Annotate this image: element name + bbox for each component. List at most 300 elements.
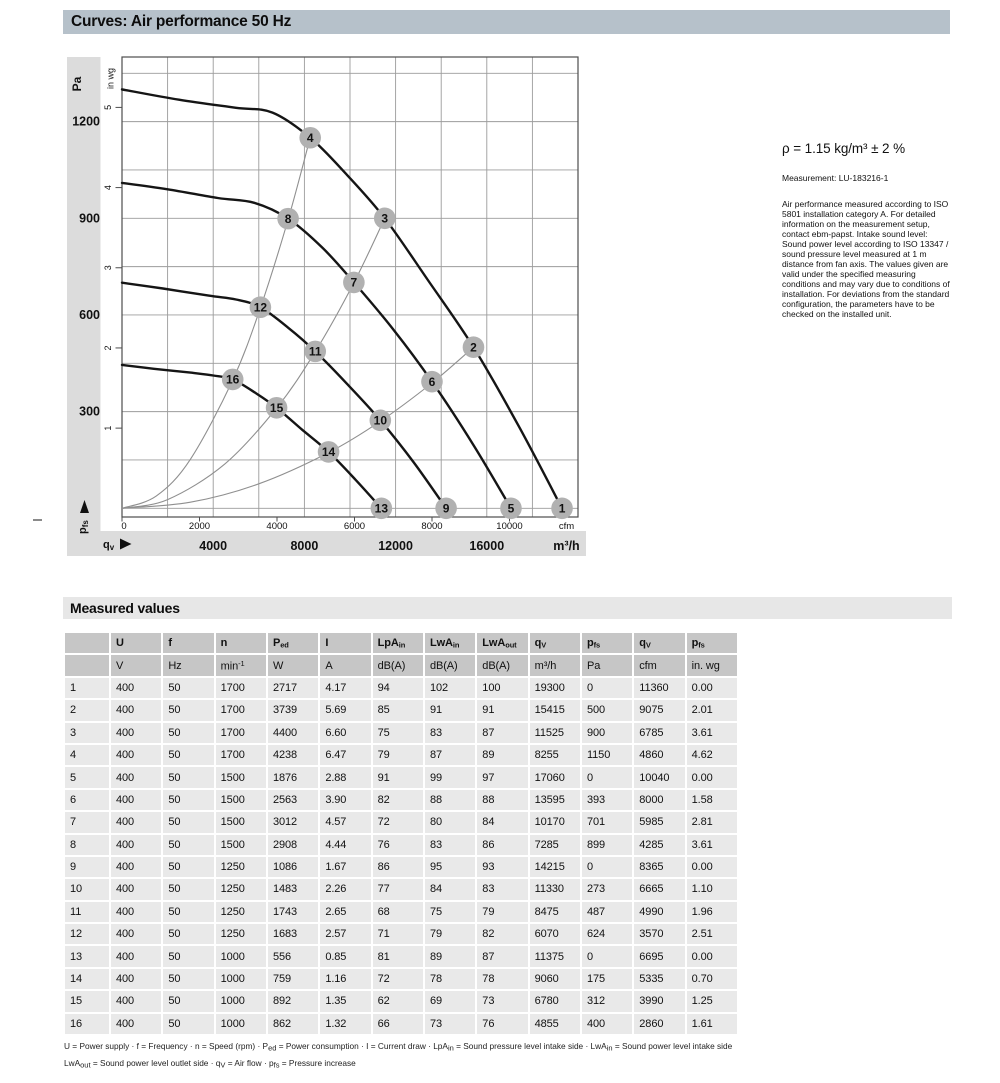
column-unit: A bbox=[320, 655, 370, 675]
x-axis-tick-m3h: 8000 bbox=[290, 539, 319, 553]
table-cell: 400 bbox=[111, 790, 161, 810]
table-cell: 1.10 bbox=[687, 879, 737, 899]
table-cell: 8000 bbox=[634, 790, 684, 810]
column-unit: m³/h bbox=[530, 655, 580, 675]
column-header: Ped bbox=[268, 633, 318, 653]
table-cell: 88 bbox=[425, 790, 475, 810]
table-cell: 1.61 bbox=[687, 1014, 737, 1034]
y-axis-tick-pa: 1200 bbox=[72, 114, 100, 129]
table-cell: 0 bbox=[582, 678, 632, 698]
table-cell: 6665 bbox=[634, 879, 684, 899]
table-cell: 1.67 bbox=[320, 857, 370, 877]
operating-point-number: 1 bbox=[558, 501, 566, 516]
x-axis-unit-m3h: m³/h bbox=[553, 539, 580, 553]
table-cell: 10170 bbox=[530, 812, 580, 832]
table-cell: 102 bbox=[425, 678, 475, 698]
table-cell: 0.00 bbox=[687, 767, 737, 787]
table-cell: 1.32 bbox=[320, 1014, 370, 1034]
table-cell: 78 bbox=[425, 969, 475, 989]
table-cell: 4855 bbox=[530, 1014, 580, 1034]
table-row bbox=[65, 700, 737, 720]
table-row bbox=[65, 678, 737, 698]
table-cell: 1500 bbox=[216, 790, 266, 810]
curves-title-bar bbox=[63, 10, 950, 34]
table-row bbox=[65, 902, 737, 922]
table-row bbox=[65, 835, 737, 855]
table-cell: 400 bbox=[111, 879, 161, 899]
column-header: LpAin bbox=[373, 633, 423, 653]
table-cell: 1150 bbox=[582, 745, 632, 765]
table-cell: 400 bbox=[111, 1014, 161, 1034]
table-cell: 1250 bbox=[216, 924, 266, 944]
table-cell: 1743 bbox=[268, 902, 318, 922]
operating-point-number: 6 bbox=[428, 374, 436, 389]
table-cell: 1483 bbox=[268, 879, 318, 899]
table-cell: 1500 bbox=[216, 812, 266, 832]
table-cell: 3.90 bbox=[320, 790, 370, 810]
table-cell: 400 bbox=[111, 723, 161, 743]
y-axis-tick-inwg: 2 bbox=[103, 345, 113, 351]
table-cell: 79 bbox=[477, 902, 527, 922]
table-cell: 17060 bbox=[530, 767, 580, 787]
table-cell: 1250 bbox=[216, 902, 266, 922]
table-cell: 16 bbox=[65, 1014, 109, 1034]
table-cell: 50 bbox=[163, 745, 213, 765]
table-cell: 3.61 bbox=[687, 835, 737, 855]
table-row bbox=[65, 745, 737, 765]
table-cell: 862 bbox=[268, 1014, 318, 1034]
table-cell: 5985 bbox=[634, 812, 684, 832]
table-cell: 91 bbox=[373, 767, 423, 787]
table-cell: 50 bbox=[163, 723, 213, 743]
table-cell: 273 bbox=[582, 879, 632, 899]
side-note bbox=[782, 141, 954, 319]
table-cell: 80 bbox=[425, 812, 475, 832]
table-cell: 4990 bbox=[634, 902, 684, 922]
table-cell: 0.00 bbox=[687, 946, 737, 966]
table-cell: 2.57 bbox=[320, 924, 370, 944]
table-cell: 5335 bbox=[634, 969, 684, 989]
table-cell: 1.58 bbox=[687, 790, 737, 810]
column-unit: Pa bbox=[582, 655, 632, 675]
table-cell: 86 bbox=[373, 857, 423, 877]
legend-line: LwAout = Sound power level outlet side · qV = Air flow · pfs = Pressure increase bbox=[64, 1057, 356, 1069]
table-cell: 0.85 bbox=[320, 946, 370, 966]
table-cell: 87 bbox=[425, 745, 475, 765]
table-cell: 72 bbox=[373, 969, 423, 989]
table-cell: 393 bbox=[582, 790, 632, 810]
table-cell: 50 bbox=[163, 879, 213, 899]
table-row bbox=[65, 879, 737, 899]
x-axis-tick-m3h: 16000 bbox=[469, 539, 505, 553]
table-cell: 2860 bbox=[634, 1014, 684, 1034]
table-cell: 11 bbox=[65, 902, 109, 922]
table-cell: 1700 bbox=[216, 678, 266, 698]
table-cell: 71 bbox=[373, 924, 423, 944]
table-cell: 15 bbox=[65, 991, 109, 1011]
table-cell: 1250 bbox=[216, 879, 266, 899]
column-header: qV bbox=[634, 633, 684, 653]
table-cell: 75 bbox=[373, 723, 423, 743]
table-cell: 1700 bbox=[216, 745, 266, 765]
table-cell: 400 bbox=[111, 767, 161, 787]
table-row bbox=[65, 812, 737, 832]
table-cell: 19300 bbox=[530, 678, 580, 698]
operating-point-number: 4 bbox=[306, 130, 314, 145]
table-cell: 5.69 bbox=[320, 700, 370, 720]
table-cell: 8475 bbox=[530, 902, 580, 922]
table-cell: 4.17 bbox=[320, 678, 370, 698]
table-cell: 82 bbox=[373, 790, 423, 810]
page-margin-dash bbox=[33, 519, 42, 521]
x-axis-tick-m3h: 12000 bbox=[378, 539, 413, 553]
table-cell: 50 bbox=[163, 902, 213, 922]
column-header: pfs bbox=[582, 633, 632, 653]
table-cell: 2908 bbox=[268, 835, 318, 855]
table-cell: 10040 bbox=[634, 767, 684, 787]
table-cell: 76 bbox=[373, 835, 423, 855]
column-unit: cfm bbox=[634, 655, 684, 675]
table-cell: 75 bbox=[425, 902, 475, 922]
table-cell: 4285 bbox=[634, 835, 684, 855]
measurement-id: Measurement: LU-183216-1 bbox=[782, 173, 889, 183]
table-cell: 69 bbox=[425, 991, 475, 1011]
table-cell: 6780 bbox=[530, 991, 580, 1011]
table-cell: 400 bbox=[111, 969, 161, 989]
operating-point-number: 10 bbox=[373, 413, 388, 428]
table-cell: 1000 bbox=[216, 946, 266, 966]
measured-values-title-bar bbox=[63, 597, 952, 619]
table-cell: 76 bbox=[477, 1014, 527, 1034]
table-cell: 83 bbox=[425, 835, 475, 855]
table-cell: 89 bbox=[477, 745, 527, 765]
table-cell: 0.00 bbox=[687, 857, 737, 877]
measurement-notes: Air performance measured according to ISO 5801 installation category A. For detailed information on the measurement setup, contact ebm-papst. Intake sound level: Sound power level according to ISO 13347 / sound pressure level measured at 1 m distance from fan axis. The values given are valid under the specified measuring conditions and may vary due to conditions of installation. For deviations from the standard configuration, the parameters have to be checked on the installed unit. bbox=[782, 199, 950, 319]
table-cell: 175 bbox=[582, 969, 632, 989]
table-cell: 50 bbox=[163, 678, 213, 698]
air-density-line: ρ = 1.15 kg/m³ ± 2 % bbox=[782, 141, 906, 156]
table-cell: 2.01 bbox=[687, 700, 737, 720]
table-cell: 100 bbox=[477, 678, 527, 698]
table-row bbox=[65, 946, 737, 966]
table-cell: 400 bbox=[111, 835, 161, 855]
table-cell: 400 bbox=[111, 991, 161, 1011]
table-cell: 4.62 bbox=[687, 745, 737, 765]
table-cell: 8 bbox=[65, 835, 109, 855]
table-cell: 3012 bbox=[268, 812, 318, 832]
table-cell: 79 bbox=[373, 745, 423, 765]
table-cell: 624 bbox=[582, 924, 632, 944]
x-axis-tick-cfm: 8000 bbox=[421, 521, 443, 532]
y-axis-unit-pa: Pa bbox=[70, 76, 84, 92]
x-axis-tick-cfm: 4000 bbox=[266, 521, 288, 532]
table-cell: 3990 bbox=[634, 991, 684, 1011]
table-cell: 0 bbox=[582, 767, 632, 787]
column-unit: V bbox=[111, 655, 161, 675]
table-cell: 1500 bbox=[216, 767, 266, 787]
table-legend bbox=[64, 1039, 764, 1072]
table-cell: 62 bbox=[373, 991, 423, 1011]
table-cell: 50 bbox=[163, 812, 213, 832]
table-cell: 400 bbox=[111, 924, 161, 944]
table-cell: 91 bbox=[477, 700, 527, 720]
x-axis-arrow-label: qv bbox=[103, 539, 115, 552]
x-axis-tick-cfm: 2000 bbox=[188, 521, 211, 532]
table-cell: 312 bbox=[582, 991, 632, 1011]
table-cell: 7 bbox=[65, 812, 109, 832]
operating-point-number: 3 bbox=[381, 211, 389, 226]
table-cell: 1700 bbox=[216, 723, 266, 743]
table-cell: 88 bbox=[477, 790, 527, 810]
column-unit: in. wg bbox=[687, 655, 737, 675]
table-cell: 91 bbox=[425, 700, 475, 720]
table-cell: 400 bbox=[111, 946, 161, 966]
column-header: LwAout bbox=[477, 633, 527, 653]
table-cell: 82 bbox=[477, 924, 527, 944]
table-header-row bbox=[65, 633, 737, 653]
table-cell: 759 bbox=[268, 969, 318, 989]
table-cell: 11525 bbox=[530, 723, 580, 743]
table-cell: 50 bbox=[163, 767, 213, 787]
table-cell: 11330 bbox=[530, 879, 580, 899]
table-cell: 72 bbox=[373, 812, 423, 832]
table-units-row bbox=[65, 655, 737, 675]
table-row bbox=[65, 969, 737, 989]
column-header: qV bbox=[530, 633, 580, 653]
table-cell: 85 bbox=[373, 700, 423, 720]
table-cell: 2.81 bbox=[687, 812, 737, 832]
table-cell: 66 bbox=[373, 1014, 423, 1034]
x-axis-tick-cfm: 6000 bbox=[343, 521, 366, 532]
table-cell: 899 bbox=[582, 835, 632, 855]
table-row bbox=[65, 767, 737, 787]
table-cell: 0 bbox=[582, 946, 632, 966]
column-header: n bbox=[216, 633, 266, 653]
table-cell: 1.35 bbox=[320, 991, 370, 1011]
table-cell: 95 bbox=[425, 857, 475, 877]
table-cell: 500 bbox=[582, 700, 632, 720]
table-cell: 9075 bbox=[634, 700, 684, 720]
measured-values-title: Measured values bbox=[70, 600, 180, 616]
operating-point-number: 14 bbox=[321, 445, 336, 460]
y-axis-tick-inwg: 5 bbox=[103, 104, 113, 110]
y-axis-arrow-label: pfs bbox=[77, 520, 90, 534]
column-unit: dB(A) bbox=[425, 655, 475, 675]
table-cell: 50 bbox=[163, 969, 213, 989]
table-cell: 50 bbox=[163, 790, 213, 810]
table-cell: 13595 bbox=[530, 790, 580, 810]
table-cell: 50 bbox=[163, 700, 213, 720]
column-unit: $\min^{-1}$ bbox=[216, 655, 266, 675]
table-cell: 15415 bbox=[530, 700, 580, 720]
table-cell: 6 bbox=[65, 790, 109, 810]
table-cell: 1000 bbox=[216, 1014, 266, 1034]
table-cell: 83 bbox=[425, 723, 475, 743]
table-cell: 50 bbox=[163, 857, 213, 877]
table-cell: 0.00 bbox=[687, 678, 737, 698]
table-cell: 6.60 bbox=[320, 723, 370, 743]
column-header bbox=[65, 633, 109, 653]
table-cell: 14 bbox=[65, 969, 109, 989]
table-cell: 4238 bbox=[268, 745, 318, 765]
y-axis-tick-inwg: 3 bbox=[103, 265, 113, 271]
table-cell: 78 bbox=[477, 969, 527, 989]
table-cell: 1683 bbox=[268, 924, 318, 944]
table-cell: 3570 bbox=[634, 924, 684, 944]
table-cell: 50 bbox=[163, 946, 213, 966]
table-cell: 0.70 bbox=[687, 969, 737, 989]
table-cell: 6785 bbox=[634, 723, 684, 743]
table-cell: 1000 bbox=[216, 969, 266, 989]
table-cell: 6070 bbox=[530, 924, 580, 944]
table-cell: 400 bbox=[111, 700, 161, 720]
table-cell: 6.47 bbox=[320, 745, 370, 765]
table-cell: 9 bbox=[65, 857, 109, 877]
table-cell: 0 bbox=[582, 857, 632, 877]
table-cell: 99 bbox=[425, 767, 475, 787]
table-cell: 87 bbox=[477, 946, 527, 966]
table-cell: 7285 bbox=[530, 835, 580, 855]
operating-point-number: 9 bbox=[442, 501, 450, 516]
table-cell: 84 bbox=[477, 812, 527, 832]
table-cell: 89 bbox=[425, 946, 475, 966]
table-cell: 487 bbox=[582, 902, 632, 922]
table-cell: 900 bbox=[582, 723, 632, 743]
table-cell: 400 bbox=[111, 902, 161, 922]
table-cell: 77 bbox=[373, 879, 423, 899]
table-cell: 1500 bbox=[216, 835, 266, 855]
table-cell: 73 bbox=[425, 1014, 475, 1034]
table-cell: 8255 bbox=[530, 745, 580, 765]
x-axis-tick-m3h: 4000 bbox=[199, 539, 228, 553]
table-cell: 4 bbox=[65, 745, 109, 765]
y-axis-tick-pa: 900 bbox=[79, 211, 100, 226]
y-axis-unit-inwg: in wg bbox=[105, 67, 116, 89]
table-cell: 2.26 bbox=[320, 879, 370, 899]
table-cell: 701 bbox=[582, 812, 632, 832]
x-axis-tick-cfm: 10000 bbox=[496, 521, 523, 532]
table-cell: 14215 bbox=[530, 857, 580, 877]
table-cell: 4860 bbox=[634, 745, 684, 765]
table-cell: 13 bbox=[65, 946, 109, 966]
operating-point-number: 13 bbox=[374, 501, 389, 516]
operating-point-number: 8 bbox=[284, 211, 292, 226]
table-row bbox=[65, 924, 737, 944]
table-cell: 3 bbox=[65, 723, 109, 743]
table-row bbox=[65, 790, 737, 810]
column-unit: W bbox=[268, 655, 318, 675]
table-cell: 892 bbox=[268, 991, 318, 1011]
table-cell: 3739 bbox=[268, 700, 318, 720]
table-cell: 86 bbox=[477, 835, 527, 855]
operating-point-number: 11 bbox=[308, 344, 322, 359]
air-performance-chart bbox=[55, 45, 600, 565]
operating-point-number: 2 bbox=[470, 340, 477, 355]
table-cell: 93 bbox=[477, 857, 527, 877]
x-axis-unit-cfm: cfm bbox=[558, 521, 575, 532]
y-axis-tick-inwg: 1 bbox=[103, 425, 113, 431]
table-cell: 50 bbox=[163, 924, 213, 944]
column-unit: Hz bbox=[163, 655, 213, 675]
table-cell: 1.16 bbox=[320, 969, 370, 989]
table-cell: 84 bbox=[425, 879, 475, 899]
operating-point-number: 12 bbox=[253, 300, 268, 315]
table-cell: 2.65 bbox=[320, 902, 370, 922]
table-cell: 1.25 bbox=[687, 991, 737, 1011]
y-axis-tick-inwg: 4 bbox=[103, 185, 113, 191]
table-cell: 4.44 bbox=[320, 835, 370, 855]
table-cell: 68 bbox=[373, 902, 423, 922]
table-cell: 1 bbox=[65, 678, 109, 698]
table-cell: 1250 bbox=[216, 857, 266, 877]
table-cell: 2.51 bbox=[687, 924, 737, 944]
table-row bbox=[65, 991, 737, 1011]
table-cell: 3.61 bbox=[687, 723, 737, 743]
column-unit bbox=[65, 655, 109, 675]
table-cell: 400 bbox=[111, 812, 161, 832]
table-cell: 5 bbox=[65, 767, 109, 787]
table-cell: 97 bbox=[477, 767, 527, 787]
table-cell: 1086 bbox=[268, 857, 318, 877]
table-cell: 400 bbox=[111, 745, 161, 765]
table-cell: 9060 bbox=[530, 969, 580, 989]
table-cell: 50 bbox=[163, 1014, 213, 1034]
y-axis-tick-pa: 600 bbox=[79, 307, 100, 322]
table-cell: 400 bbox=[111, 857, 161, 877]
column-unit: dB(A) bbox=[373, 655, 423, 675]
table-row bbox=[65, 1014, 737, 1034]
measured-values-table bbox=[63, 631, 739, 1036]
table-cell: 94 bbox=[373, 678, 423, 698]
column-header: U bbox=[111, 633, 161, 653]
table-cell: 50 bbox=[163, 835, 213, 855]
y-axis-tick-pa: 300 bbox=[79, 404, 100, 419]
curves-title: Curves: Air performance 50 Hz bbox=[71, 13, 292, 30]
column-header: pfs bbox=[687, 633, 737, 653]
operating-point-number: 5 bbox=[507, 501, 515, 516]
x-axis-tick-cfm: 0 bbox=[121, 521, 127, 532]
column-unit: dB(A) bbox=[477, 655, 527, 675]
table-cell: 556 bbox=[268, 946, 318, 966]
table-cell: 1000 bbox=[216, 991, 266, 1011]
table-cell: 73 bbox=[477, 991, 527, 1011]
legend-line: U = Power supply · f = Frequency · n = Speed (rpm) · Ped = Power consumption · I = Current draw · LpAin = Sound pressure level intake side · LwAin = Sound power level intake side bbox=[64, 1041, 733, 1053]
table-cell: 79 bbox=[425, 924, 475, 944]
table-cell: 12 bbox=[65, 924, 109, 944]
table-cell: 400 bbox=[111, 678, 161, 698]
column-header: f bbox=[163, 633, 213, 653]
table-cell: 4400 bbox=[268, 723, 318, 743]
table-cell: 1876 bbox=[268, 767, 318, 787]
table-cell: 83 bbox=[477, 879, 527, 899]
column-header: I bbox=[320, 633, 370, 653]
table-cell: 11360 bbox=[634, 678, 684, 698]
x-axis-band bbox=[101, 531, 587, 556]
table-cell: 2 bbox=[65, 700, 109, 720]
table-cell: 1.96 bbox=[687, 902, 737, 922]
column-header: LwAin bbox=[425, 633, 475, 653]
table-cell: 2717 bbox=[268, 678, 318, 698]
y-axis-band bbox=[67, 57, 101, 556]
operating-point-number: 16 bbox=[226, 372, 240, 387]
table-cell: 50 bbox=[163, 991, 213, 1011]
table-cell: 10 bbox=[65, 879, 109, 899]
table-cell: 87 bbox=[477, 723, 527, 743]
table-cell: 4.57 bbox=[320, 812, 370, 832]
table-cell: 2.88 bbox=[320, 767, 370, 787]
table-cell: 400 bbox=[582, 1014, 632, 1034]
table-cell: 1700 bbox=[216, 700, 266, 720]
